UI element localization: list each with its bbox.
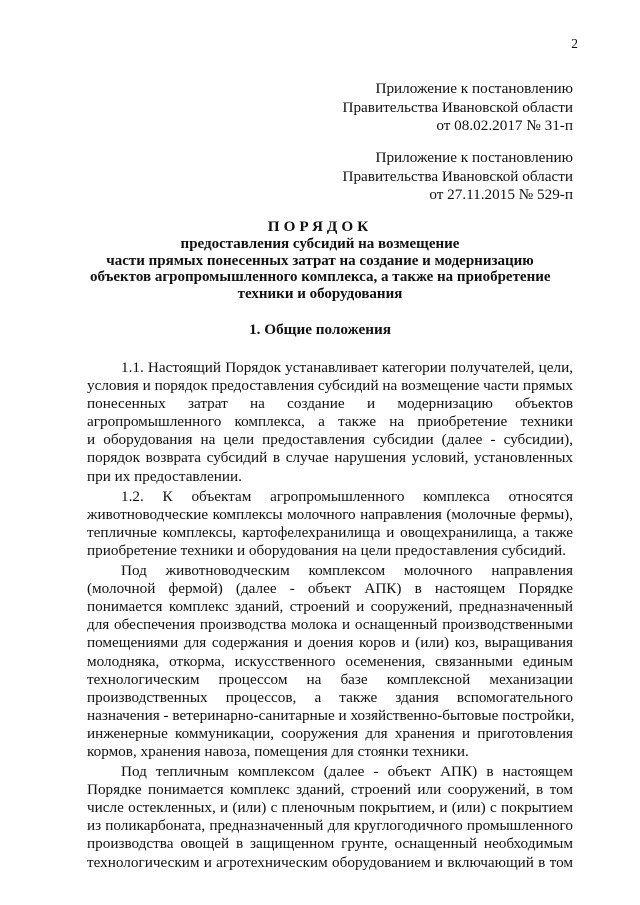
paragraph-line: инженерные коммуникации, сооружения для хранения и приготовления (87, 724, 573, 742)
paragraph-line: порядок возврата субсидий в случае нарушения условий, установленных (87, 449, 573, 467)
paragraph-line: помещениями для содержания и доения коров и (или) коз, выращивания (87, 634, 573, 652)
document-title: ПОРЯДОК (267, 218, 373, 235)
paragraph (87, 763, 573, 872)
paragraph-line: кормов, хранения навоза, помещения для стоянки техники. (87, 742, 469, 760)
paragraph-line: 1.2. К объектам агропромышленного комплекса относятся (121, 487, 573, 505)
appendix-original-line: Правительства Ивановской области (342, 167, 573, 185)
page-number: 2 (571, 36, 578, 51)
paragraph-line: при их предоставлении. (87, 467, 242, 485)
appendix-original (253, 149, 573, 205)
paragraph (87, 562, 573, 761)
appendix-current (253, 80, 573, 136)
appendix-current-line: Приложение к постановлению (375, 80, 573, 97)
paragraph-line: Под животноводческим комплексом молочного направления (121, 562, 573, 580)
paragraph-line: технологическим процессом на базе комплексной механизации (87, 670, 573, 688)
paragraph-line: из поликарбоната, предназначенный для круглогодичного промышленного (87, 817, 573, 835)
subtitle-line: техники и оборудования (237, 285, 403, 302)
paragraph-line: для обеспечения производства молока и оснащенный производственными (87, 616, 573, 634)
paragraph (87, 359, 573, 486)
appendix-original-line: Приложение к постановлению (375, 149, 573, 166)
paragraph-line: агропромышленного комплекса, а также на приобретение техники (87, 413, 573, 431)
paragraph-line: назначения - ветеринарно-санитарные и хозяйственно-бытовые постройки, (87, 706, 575, 724)
paragraph-line: животноводческие комплексы молочного направления (молочные фермы), (87, 505, 573, 523)
paragraph-line: понимается комплекс зданий, строений и сооружений, предназначенный (87, 598, 573, 616)
paragraph-line: и оборудования на цели предоставления субсидии (далее - субсидии), (87, 431, 573, 449)
paragraph-line: Порядке понимается комплекс зданий, строений или сооружений, в том (87, 781, 573, 799)
section-heading: 1. Общие положения (249, 321, 391, 338)
paragraph-line: условия и порядок предоставления субсидий на возмещение части прямых (87, 377, 573, 395)
paragraph-line: числе остекленных, и (или) с пленочным покрытием, и (или) с покрытием (87, 799, 573, 817)
appendix-current-line: от 08.02.2017 № 31-п (436, 117, 573, 135)
document-subtitle (90, 236, 550, 302)
subtitle-line: объектов агропромышленного комплекса, а также на приобретение (90, 269, 551, 286)
paragraph-line: (молочной фермой) (далее - объект АПК) в настоящем Порядке (87, 580, 573, 598)
paragraph-line: Под тепличным комплексом (далее - объект АПК) в настоящем (121, 763, 573, 781)
subtitle-line: части прямых понесенных затрат на создание и модернизацию (106, 252, 534, 269)
paragraph-line: тепличные комплексы, картофелехранилища и овощехранилища, а также (87, 523, 573, 541)
paragraph-line: молодняка, откорма, искусственного осеменения, связанными единым (87, 652, 573, 670)
paragraph-line: производственных процессов, а также здания вспомогательного (87, 688, 573, 706)
paragraph-line: технологическим и агротехническим оборудованием и включающий в том (87, 853, 573, 871)
paragraph (87, 488, 573, 560)
appendix-current-line: Правительства Ивановской области (342, 98, 573, 116)
paragraph-line: производства овощей в защищенном грунте, оснащенный необходимым (87, 835, 573, 853)
paragraph-line: понесенных затрат на создание и модернизацию объектов (87, 395, 573, 413)
appendix-original-line: от 27.11.2015 № 529-п (429, 186, 573, 204)
paragraph-line: 1.1. Настоящий Порядок устанавливает категории получателей, цели, (121, 359, 573, 376)
subtitle-line: предоставления субсидий на возмещение (180, 236, 460, 252)
paragraph-line: приобретение техники и оборудования на цели предоставления субсидий. (87, 541, 566, 559)
body-text (87, 359, 573, 874)
